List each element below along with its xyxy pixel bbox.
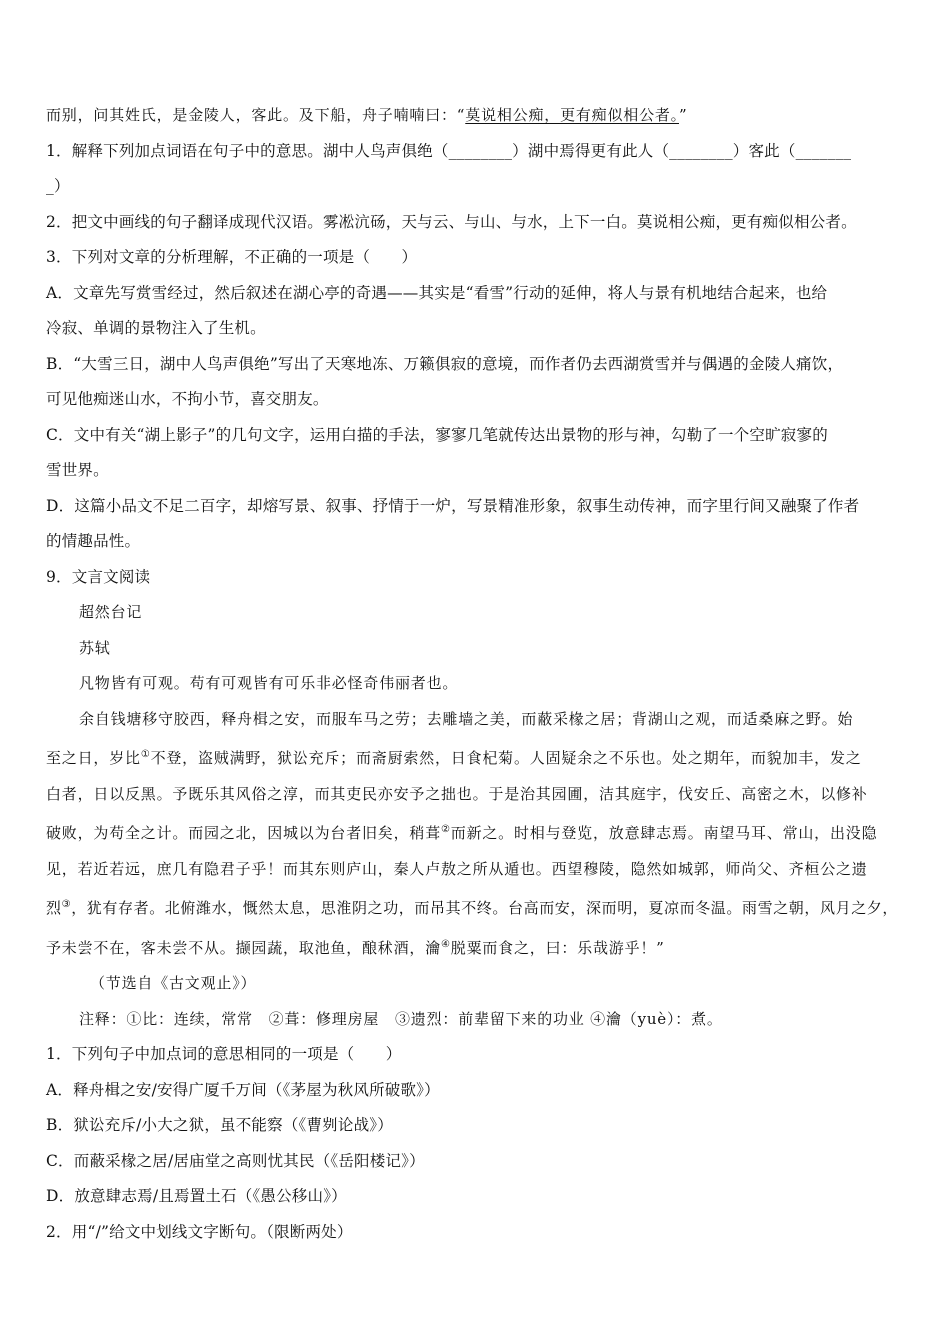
text-span: 予未尝不在，客未尝不从。撷园蔬，取池鱼，酿秫酒，瀹 [46,938,442,957]
passage-line: 余自钱塘移守胶西，释舟楫之安，而服车马之劳；去雕墙之美，而蔽采椽之居；背湖山之观，而适桑麻之野。始 [79,709,854,728]
option-b: B．狱讼充斥/小大之狱，虽不能察（《曹刿论战》） [46,1116,393,1134]
option-a: A．释舟楫之安/安得广厦千万间（《茅屋为秋风所破歌》） [46,1080,440,1099]
option-c: C．文中有关“湖上影子”的几句文字，运用白描的手法，寥寥几笔就传达出景物的形与神，勾勒了一个空旷寂寥的 [46,425,828,444]
question-2: 2．用“/”给文中划线文字断句。（限断两处） [46,1222,353,1241]
option-b-cont: 可见他痴迷山水，不拘小节，喜交朋友。 [46,390,329,408]
question-3: 3．下列对文章的分析理解，不正确的一项是（ ） [46,248,418,266]
passage-line: 白者，日以反黑。予既乐其风俗之淳，而其吏民亦安予之拙也。于是治其园圃，洁其庭宇，伐安丘、高密之木，以修补 [46,784,868,803]
option-d-cont: 的情趣品性。 [46,532,141,550]
underlined-sentence: 莫说相公痴，更有痴似相公者。 [465,106,679,124]
footnote-marker: ① [140,749,151,760]
footnote-marker: ④ [441,938,451,950]
document-page [46,98,908,1250]
option-d: D．这篇小品文不足二百字，却熔写景、叙事、抒情于一炉，写景精准形象，叙事生动传神，而字里行间又融聚了作者 [46,496,860,515]
passage-line [46,887,908,927]
text-span: ” [678,106,688,124]
passage-title: 超然台记 [79,603,143,621]
section-heading: 9．文言文阅读 [46,567,151,586]
question-2: 2．把文中画线的句子翻译成现代汉语。雾凇沆砀，天与云、与山、与水，上下一白。莫说相公痴，更有痴似相公者。 [46,212,857,231]
text-span: ，犹有存者。北俯潍水，慨然太息，思淮阴之功，而吊其不终。台高而安，深而明，夏凉而冬温。雨雪之朝，风月之夕， [71,899,898,917]
text-span: 而别，问其姓氏，是金陵人，客此。及下船，舟子喃喃曰：“ [46,106,466,124]
passage-line: 见，若近若远，庶几有隐君子乎！而其东则庐山，秦人卢敖之所从遁也。西望穆陵，隐然如城郭，师尚父、齐桓公之遗 [46,859,868,878]
option-d: D．放意肆志焉/且焉置土石（《愚公移山》） [46,1187,347,1205]
passage-line [46,737,908,777]
passage-paragraph-1: 凡物皆有可观。苟有可观皆有可乐非必怪奇伟丽者也。 [79,674,459,692]
footnote-marker: ③ [61,899,72,910]
question-1: 1．解释下列加点词语在句子中的意思。湖中人鸟声俱绝（________）湖中焉得更有此人（________）客此（_______ [46,141,852,160]
option-c-cont: 雪世界。 [46,461,109,479]
text-span: 脱粟而食之，曰：乐哉游乎！” [450,938,665,957]
option-b: B．“大雪三日，湖中人鸟声俱绝”写出了天寒地冻、万籁俱寂的意境，而作者仍去西湖赏雪并与偶遇的金陵人痛饮， [46,354,844,373]
passage-line [46,927,908,967]
question-1: 1．下列句子中加点词的意思相同的一项是（ ） [46,1045,402,1063]
passage-source: （节选自《古文观止》） [90,974,257,992]
text-line [46,98,908,134]
option-c: C．而蔽采椽之居/居庙堂之高则忧其民（《岳阳楼记》） [46,1151,425,1170]
passage-line [46,812,908,852]
passage-notes: 注释：①比：连续，常常 ②葺：修理房屋 ③遗烈：前辈留下来的功业 ④瀹（yuè）：煮。 [79,1009,723,1028]
question-1-cont: _） [46,177,70,195]
passage-author: 苏轼 [79,638,111,657]
text-span: 至之日，岁比 [46,749,141,767]
option-a-cont: 冷寂、单调的景物注入了生机。 [46,319,266,337]
text-span: 不登，盗贼满野，狱讼充斥；而斋厨索然，日食杞菊。人固疑余之不乐也。处之期年，而貌加丰，发之 [150,749,862,767]
text-span: 破败，为苟全之计。而园之北，因城以为台者旧矣，稍葺 [46,824,442,842]
text-span: 而新之。时相与登览，放意肆志焉。南望马耳、常山，出没隐 [450,824,878,842]
option-a: A．文章先写赏雪经过，然后叙述在湖心亭的奇遇——其实是“看雪”行动的延伸，将人与景有机地结合起来，也给 [46,283,828,302]
text-span: 烈 [46,899,62,917]
footnote-marker: ② [441,824,451,835]
